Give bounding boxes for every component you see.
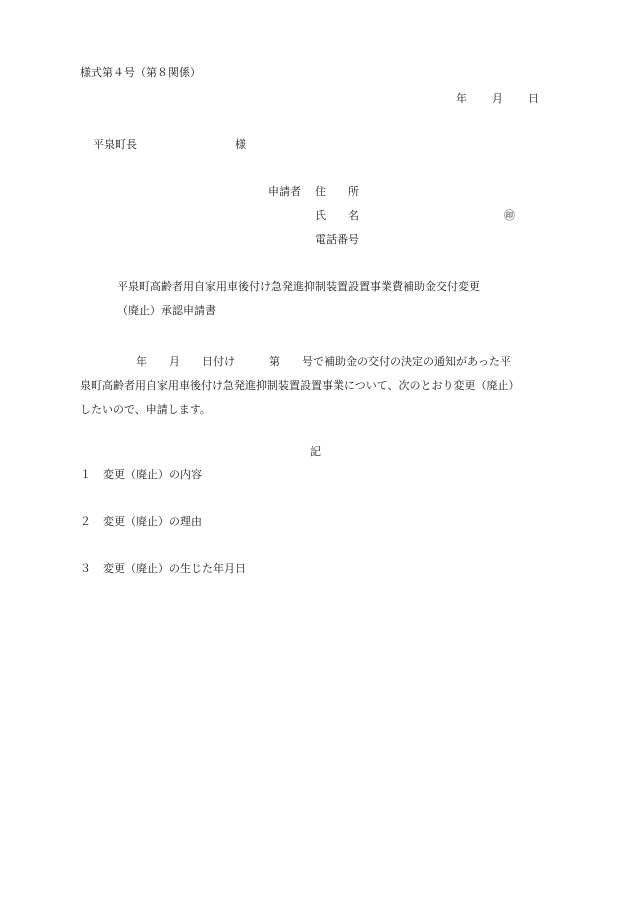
item-number: １: [80, 468, 91, 481]
body-month: 月: [169, 355, 180, 368]
body-line-3: したいので、申請します。: [80, 403, 211, 416]
item-text: 変更（廃止）の生じた年月日: [103, 562, 246, 575]
body-paragraph: [80, 350, 560, 422]
body-year: 年: [136, 355, 147, 368]
seal-mark: ㊞: [504, 209, 515, 222]
item-text: 変更（廃止）の内容: [103, 468, 202, 481]
applicant-phone-label: 電話番号: [315, 233, 359, 246]
item-text: 変更（廃止）の理由: [103, 515, 202, 528]
body-line-1: [80, 350, 560, 374]
body-line-1-tail: 号で補助金の交付の決定の通知があった平: [302, 355, 511, 368]
addressee-name: 平泉町長: [93, 138, 137, 151]
body-line-2: 泉町高齢者用自家用車後付け急発進抑制装置設置事業について、次のとおり変更（廃止）: [80, 379, 520, 392]
addressee-honorific: 様: [235, 138, 246, 151]
applicant-name-label: 氏 名: [315, 209, 359, 222]
item-number: ３: [80, 562, 91, 575]
form-number: 様式第４号（第８関係）: [80, 66, 201, 79]
ki-heading: 記: [310, 445, 321, 458]
item-number: ２: [80, 515, 91, 528]
date-year-label: 年: [456, 92, 467, 105]
applicant-label: 申請者: [268, 185, 301, 198]
date-day-label: 日: [528, 92, 539, 105]
title-line-2: （廃止）承認申請書: [117, 304, 216, 317]
applicant-address-label: 住 所: [315, 185, 359, 198]
date-month-label: 月: [492, 92, 503, 105]
title-line-1: 平泉町高齢者用自家用車後付け急発進抑制装置設置事業費補助金交付変更: [117, 280, 480, 293]
body-date-suffix: 日付け: [202, 355, 235, 368]
body-number-prefix: 第: [269, 355, 280, 368]
